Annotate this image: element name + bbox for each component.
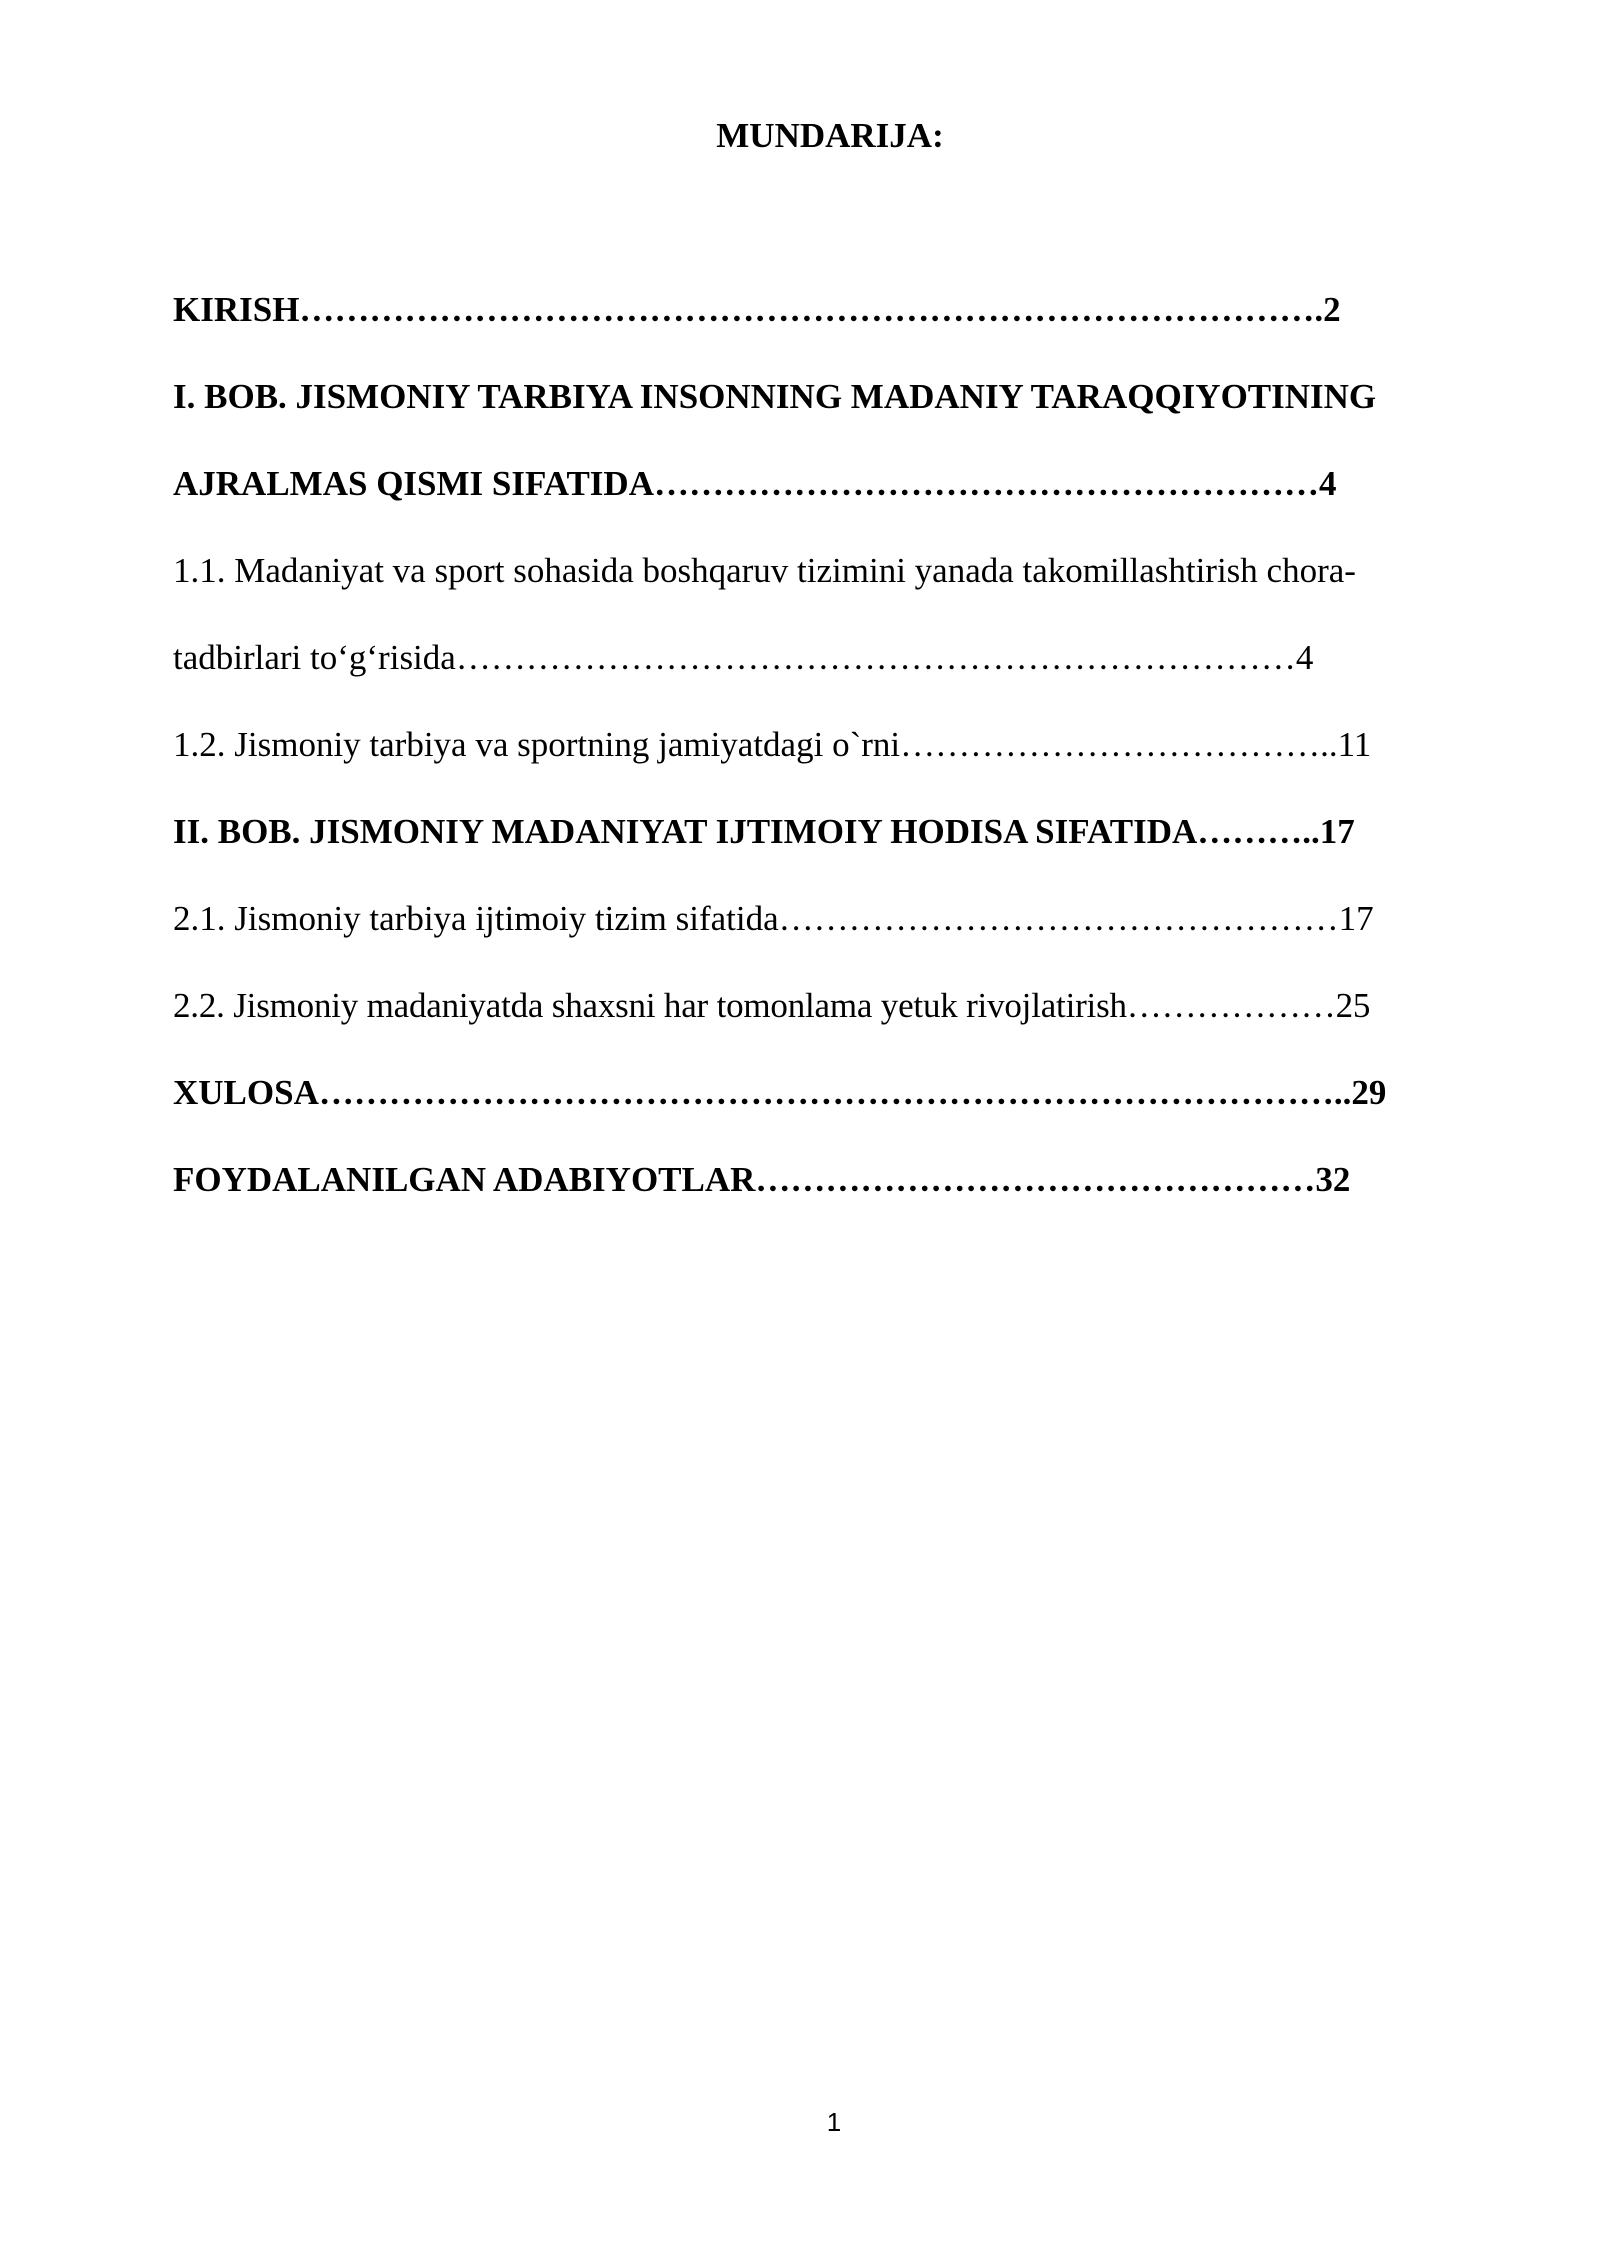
toc-entry-section-1-1: 1.1. Madaniyat va sport sohasida boshqaruv tizimini yanada takomillashtirish chora-: [173, 551, 1356, 590]
page-title: MUNDARIJA:: [716, 116, 944, 155]
toc-entry-section-1-1-cont: tadbirlari to‘g‘risida………………………………………………………………4: [173, 638, 1314, 677]
toc-entry-chapter-1-title-cont: AJRALMAS QISMI SIFATIDA…………………………………………………4: [173, 464, 1337, 503]
toc-entry-section-1-2: 1.2. Jismoniy tarbiya va sportning jamiyatdagi o`rni………………………………..11: [173, 725, 1372, 764]
table-of-contents: [173, 286, 1503, 1243]
toc-entry-chapter-2: II. BOB. JISMONIY MADANIYAT IJTIMOIY HODISA SIFATIDA………..17: [173, 812, 1355, 851]
toc-entry-section-2-1: 2.1. Jismoniy tarbiya ijtimoiy tizim sifatida…………………………………………17: [173, 899, 1374, 938]
toc-entry-references: FOYDALANILGAN ADABIYOTLAR…………………………………………32: [173, 1160, 1351, 1199]
toc-entry-section-2-2: 2.2. Jismoniy madaniyatda shaxsni har tomonlama yetuk rivojlatirish………………25: [173, 986, 1371, 1025]
toc-entry-xulosa: XULOSA……………………………………………………………………………..29: [173, 1073, 1387, 1112]
toc-entry-kirish: KIRISH…………………………………………………………………………….2: [173, 290, 1341, 329]
page-number: 1: [826, 2107, 842, 2137]
toc-entry-chapter-1-title: I. BOB. JISMONIY TARBIYA INSONNING MADANIY TARAQQIYOTINING: [173, 377, 1377, 416]
